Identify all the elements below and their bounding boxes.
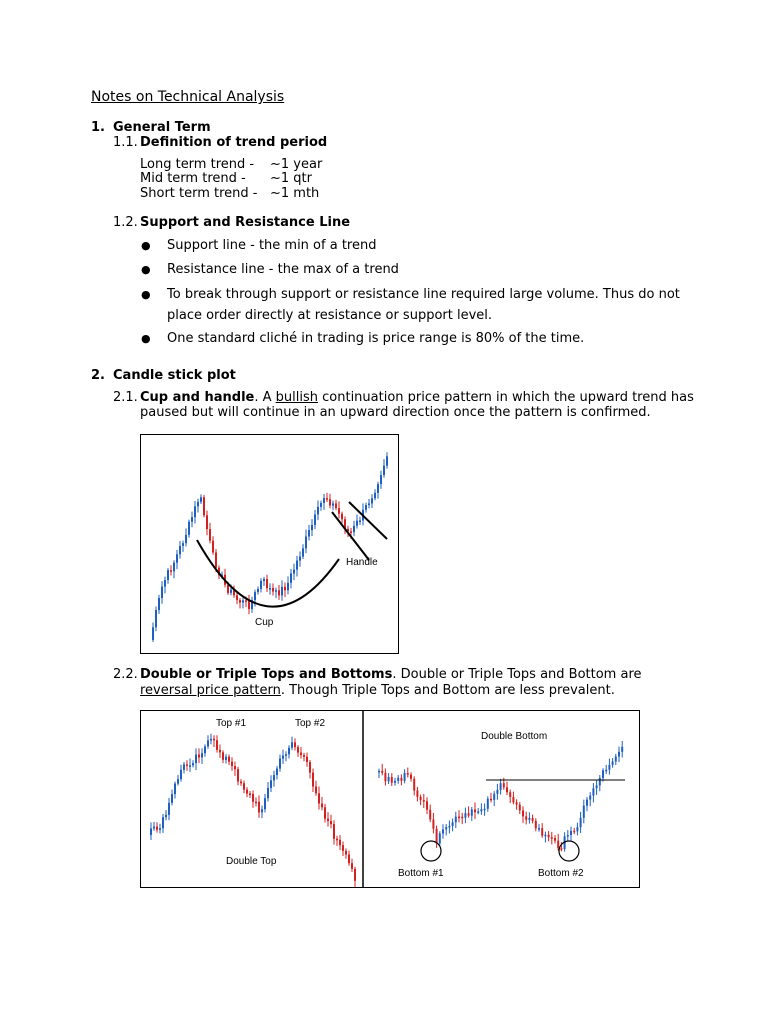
cup-candle bbox=[215, 552, 217, 567]
double-bottom-candle bbox=[384, 773, 386, 781]
cup-candle bbox=[353, 526, 355, 532]
handle-label: Handle bbox=[346, 557, 378, 568]
cup-candle bbox=[203, 497, 205, 515]
double-top-candle bbox=[306, 757, 308, 762]
cup-candle bbox=[341, 514, 343, 520]
double-top-label: Double Top bbox=[226, 856, 277, 867]
double-bottom-candle bbox=[528, 818, 530, 820]
double-top-candle bbox=[189, 765, 191, 767]
cup-candle bbox=[368, 503, 370, 505]
double-bottom-candle bbox=[589, 796, 591, 800]
double-bottom-candle bbox=[583, 806, 585, 818]
cup-candle bbox=[293, 570, 295, 574]
cup-candle bbox=[176, 554, 178, 562]
tops-bottoms-desc: . Double or Triple Tops and Bottom are bbox=[392, 667, 642, 682]
section-1-heading: General Term bbox=[113, 120, 211, 135]
cup-candle bbox=[170, 570, 172, 572]
cup-candle bbox=[254, 592, 256, 600]
cup-candle bbox=[155, 610, 157, 627]
double-bottom-candle bbox=[404, 773, 406, 781]
double-bottom-candle bbox=[480, 809, 482, 811]
double-top-candle bbox=[249, 794, 251, 796]
double-top-candle bbox=[177, 779, 179, 783]
bottom2-label: Bottom #2 bbox=[538, 868, 584, 879]
cup-candle bbox=[317, 507, 319, 515]
cup-and-handle-chart bbox=[141, 435, 398, 653]
double-top-candle bbox=[258, 802, 260, 812]
double-top-candle bbox=[336, 839, 338, 841]
trend-value-short: ~1 mth bbox=[270, 186, 320, 201]
double-top-candle bbox=[351, 863, 353, 869]
double-bottom-candle bbox=[535, 821, 537, 829]
double-bottom-candle bbox=[468, 813, 470, 815]
double-bottom-candle bbox=[618, 752, 620, 757]
cup-candle bbox=[161, 587, 163, 598]
top1-label: Top #1 bbox=[216, 718, 247, 729]
double-top-candle bbox=[261, 809, 263, 812]
cup-candle bbox=[365, 505, 367, 510]
double-bottom-candle bbox=[496, 790, 498, 794]
double-bottom-candle bbox=[612, 761, 614, 764]
double-top-candle bbox=[237, 769, 239, 781]
cup-candle bbox=[227, 585, 229, 593]
cup-candle bbox=[191, 517, 193, 522]
cup-candle bbox=[269, 588, 271, 590]
double-top-candle bbox=[315, 787, 317, 794]
cup-candle bbox=[290, 574, 292, 583]
cup-candle bbox=[299, 557, 301, 561]
bullet-resistance-line: Resistance line - the max of a trend bbox=[167, 262, 399, 277]
cup-candle bbox=[236, 595, 238, 600]
cup-candle bbox=[194, 506, 196, 517]
double-bottom-candle bbox=[471, 809, 473, 815]
bullet-dot: ● bbox=[141, 263, 151, 276]
subsection-2-2-line1 bbox=[140, 667, 642, 683]
double-bottom-candle bbox=[560, 848, 562, 850]
double-top-candle bbox=[291, 742, 293, 747]
double-bottom-candle bbox=[429, 810, 431, 820]
double-top-candle bbox=[159, 828, 161, 830]
cup-candle bbox=[323, 498, 325, 503]
double-top-candle bbox=[183, 764, 185, 769]
cup-candle bbox=[167, 570, 169, 580]
cup-candle bbox=[311, 525, 313, 530]
bullet-dot: ● bbox=[141, 239, 151, 252]
cup-candle bbox=[296, 561, 298, 570]
handle-line-lower bbox=[349, 502, 387, 539]
double-top-candle bbox=[273, 775, 275, 780]
double-bottom-candle bbox=[464, 813, 466, 817]
double-bottom-candle bbox=[474, 809, 476, 812]
double-bottom-candle bbox=[512, 797, 514, 802]
subsection-2-2-number: 2.2. bbox=[113, 667, 138, 682]
cup-candle bbox=[332, 503, 334, 505]
double-bottom-candle bbox=[436, 829, 438, 844]
reversal-pattern-link[interactable]: reversal price pattern bbox=[140, 683, 281, 698]
double-top-candle bbox=[288, 748, 290, 754]
double-top-candle bbox=[297, 747, 299, 753]
cup-candle bbox=[230, 590, 232, 593]
section-2-heading: Candle stick plot bbox=[113, 368, 236, 383]
double-top-candle bbox=[318, 793, 320, 803]
cup-candle bbox=[305, 537, 307, 549]
subsection-2-1-number: 2.1. bbox=[113, 390, 138, 405]
double-bottom-candle bbox=[413, 779, 415, 791]
double-bottom-candle bbox=[397, 778, 399, 781]
cup-candle bbox=[173, 563, 175, 572]
subsection-1-1-heading: Definition of trend period bbox=[140, 135, 328, 150]
subsection-2-1-line1 bbox=[140, 390, 694, 406]
double-top-candle bbox=[264, 798, 266, 809]
double-top-candle bbox=[174, 784, 176, 795]
double-top-candle bbox=[222, 752, 224, 760]
double-bottom-candle bbox=[394, 781, 396, 783]
trend-label-long: Long term trend - bbox=[140, 157, 255, 172]
double-bottom-candle bbox=[416, 791, 418, 797]
cup-candle bbox=[275, 590, 277, 592]
trend-value-mid: ~1 qtr bbox=[270, 171, 312, 186]
double-top-candle bbox=[201, 753, 203, 757]
subsection-2-2-line2 bbox=[140, 683, 615, 699]
cup-and-handle-figure bbox=[140, 434, 399, 654]
double-bottom-candle bbox=[426, 801, 428, 809]
cup-candle bbox=[248, 601, 250, 610]
double-top-candle bbox=[156, 827, 158, 830]
double-bottom-candle bbox=[452, 822, 454, 826]
cup-candle bbox=[278, 590, 280, 595]
cup-candle bbox=[257, 589, 259, 592]
double-bottom-candle bbox=[423, 800, 425, 802]
double-bottom-candle bbox=[525, 816, 527, 819]
double-top-candle bbox=[234, 766, 236, 769]
cup-candle bbox=[359, 520, 361, 522]
cup-handle-sep: . A bbox=[254, 390, 276, 405]
double-top-candle bbox=[303, 755, 305, 757]
double-bottom-candle bbox=[503, 783, 505, 787]
double-top-candle bbox=[207, 740, 209, 746]
double-bottom-candle bbox=[448, 826, 450, 828]
bullet-volume-line2: place order directly at resistance or support level. bbox=[167, 308, 493, 323]
cup-candle bbox=[326, 498, 328, 500]
double-top-candle bbox=[324, 807, 326, 818]
double-bottom-candle bbox=[410, 775, 412, 779]
double-bottom-candle bbox=[576, 827, 578, 831]
double-bottom-candle bbox=[509, 792, 511, 797]
double-bottom-candle bbox=[573, 831, 575, 833]
double-bottom-candle bbox=[461, 817, 463, 819]
double-top-candle bbox=[165, 815, 167, 817]
double-bottom-candle bbox=[602, 770, 604, 778]
double-bottom-candle bbox=[605, 770, 607, 772]
double-top-candle bbox=[342, 845, 344, 851]
double-top-candle bbox=[279, 759, 281, 769]
cup-candle bbox=[371, 498, 373, 503]
cup-candle bbox=[314, 514, 316, 524]
bullet-price-range: One standard cliché in trading is price range is 80% of the time. bbox=[167, 331, 585, 346]
double-bottom-candle bbox=[445, 827, 447, 829]
section-2-number: 2. bbox=[91, 368, 105, 383]
double-top-candle bbox=[171, 794, 173, 803]
double-top-candle bbox=[162, 817, 164, 828]
double-top-candle bbox=[225, 757, 227, 760]
cup-candle bbox=[320, 503, 322, 507]
double-top-candle bbox=[294, 742, 296, 747]
cup-candle bbox=[287, 583, 289, 590]
cup-candle bbox=[242, 600, 244, 602]
cup-candle bbox=[197, 502, 199, 506]
double-bottom-candle bbox=[381, 771, 383, 773]
cup-candle bbox=[158, 598, 160, 610]
double-bottom-candle bbox=[442, 829, 444, 833]
double-bottom-candle bbox=[484, 809, 486, 811]
double-top-bottom-figure bbox=[140, 710, 640, 888]
double-top-candle bbox=[267, 788, 269, 798]
double-bottom-candle bbox=[490, 799, 492, 801]
double-bottom-candle bbox=[487, 799, 489, 809]
double-top-candle bbox=[270, 780, 272, 788]
double-bottom-candle bbox=[407, 773, 409, 775]
double-top-candle bbox=[300, 753, 302, 755]
double-top-candle bbox=[339, 840, 341, 845]
double-bottom-candle bbox=[554, 838, 556, 841]
double-top-candle bbox=[246, 790, 248, 794]
cup-candle bbox=[380, 475, 382, 484]
double-top-candle bbox=[276, 769, 278, 775]
double-top-candle bbox=[153, 827, 155, 829]
section-1-number: 1. bbox=[91, 120, 105, 135]
cup-candle bbox=[329, 499, 331, 505]
cup-curve bbox=[197, 540, 339, 607]
cup-candle bbox=[212, 541, 214, 553]
double-bottom-candle bbox=[551, 837, 553, 839]
trend-label-short: Short term trend - bbox=[140, 186, 258, 201]
cup-label: Cup bbox=[255, 617, 274, 628]
double-bottom-candle bbox=[599, 778, 601, 785]
cup-candle bbox=[185, 535, 187, 543]
double-bottom-candle bbox=[388, 777, 390, 781]
double-top-candle bbox=[345, 851, 347, 855]
double-top-candle bbox=[243, 783, 245, 789]
double-top-candle bbox=[219, 750, 221, 752]
cup-candle bbox=[338, 508, 340, 514]
double-bottom-candle bbox=[608, 765, 610, 770]
cup-candle bbox=[200, 497, 202, 502]
double-top-candle bbox=[255, 802, 257, 804]
double-top-candle bbox=[210, 739, 212, 741]
double-bottom-candle bbox=[592, 788, 594, 795]
double-bottom-candle bbox=[586, 800, 588, 806]
cup-candle bbox=[374, 493, 376, 498]
cup-candle bbox=[206, 515, 208, 529]
cup-candle bbox=[386, 456, 388, 465]
double-top-candle bbox=[216, 740, 218, 750]
double-bottom-candle bbox=[432, 819, 434, 828]
cup-candle bbox=[356, 521, 358, 526]
double-top-candle bbox=[282, 756, 284, 759]
double-bottom-candle bbox=[548, 835, 550, 838]
double-top-candle bbox=[333, 824, 335, 839]
cup-candle bbox=[260, 581, 262, 589]
double-bottom-candle bbox=[506, 787, 508, 792]
cup-candle bbox=[152, 627, 154, 640]
cup-candle bbox=[188, 522, 190, 535]
cup-candle bbox=[308, 530, 310, 536]
bottom1-label: Bottom #1 bbox=[398, 868, 444, 879]
double-bottom-candle bbox=[439, 834, 441, 844]
cup-handle-heading: Cup and handle bbox=[140, 390, 255, 405]
cup-candle bbox=[284, 587, 286, 590]
double-top-candle bbox=[168, 803, 170, 815]
double-top-candle bbox=[348, 855, 350, 864]
double-bottom-candle bbox=[458, 817, 460, 819]
double-bottom-candle bbox=[391, 777, 393, 783]
double-bottom-candle bbox=[580, 818, 582, 827]
bullet-dot: ● bbox=[141, 288, 151, 301]
cup-candle bbox=[383, 466, 385, 475]
double-top-candle bbox=[150, 828, 152, 834]
double-top-bottom-chart bbox=[141, 711, 639, 887]
cup-candle bbox=[281, 587, 283, 596]
tops-bottoms-desc2: . Though Triple Tops and Bottom are less prevalent. bbox=[280, 683, 615, 698]
top2-label: Top #2 bbox=[295, 718, 326, 729]
double-bottom-candle bbox=[615, 757, 617, 762]
double-top-candle bbox=[312, 773, 314, 787]
subsection-2-1-line2: paused but will continue in an upward direction once the pattern is confirmed. bbox=[140, 405, 651, 420]
double-top-candle bbox=[327, 819, 329, 821]
double-bottom-candle bbox=[541, 828, 543, 836]
page-title: Notes on Technical Analysis bbox=[91, 89, 285, 105]
double-top-candle bbox=[198, 755, 200, 758]
subsection-1-1-number: 1.1. bbox=[113, 135, 138, 150]
double-top-candle bbox=[204, 746, 206, 753]
bullet-volume-line1: To break through support or resistance line required large volume. Thus do not bbox=[167, 287, 680, 302]
cup-candle bbox=[209, 529, 211, 541]
double-top-candle bbox=[192, 763, 194, 765]
double-bottom-candle bbox=[544, 835, 546, 837]
double-bottom-candle bbox=[477, 811, 479, 813]
double-top-candle bbox=[240, 782, 242, 784]
double-top-candle bbox=[195, 755, 197, 763]
cup-candle bbox=[272, 588, 274, 592]
cup-candle bbox=[245, 600, 247, 602]
double-top-candle bbox=[330, 821, 332, 824]
double-top-candle bbox=[309, 762, 311, 773]
cup-candle bbox=[179, 546, 181, 554]
double-bottom-candle bbox=[516, 802, 518, 804]
double-top-candle bbox=[252, 794, 254, 802]
double-bottom-candle bbox=[378, 771, 380, 773]
double-top-candle bbox=[231, 762, 233, 766]
cup-candle bbox=[377, 484, 379, 493]
double-bottom-candle bbox=[557, 841, 559, 849]
double-bottom-candle bbox=[500, 783, 502, 790]
double-top-candle bbox=[321, 804, 323, 808]
double-top-candle bbox=[285, 754, 287, 756]
double-bottom-candle bbox=[621, 747, 623, 752]
double-bottom-candle bbox=[596, 785, 598, 788]
cup-candle bbox=[182, 543, 184, 546]
double-bottom-candle bbox=[493, 794, 495, 800]
double-bottom-candle bbox=[567, 835, 569, 837]
bottom1-circle bbox=[421, 841, 441, 861]
cup-candle bbox=[263, 579, 265, 581]
cup-candle bbox=[350, 531, 352, 533]
bottom2-circle bbox=[559, 841, 579, 861]
double-bottom-candle bbox=[522, 810, 524, 816]
double-top-candle bbox=[180, 770, 182, 779]
double-bottom-candle bbox=[519, 805, 521, 811]
double-top-candle bbox=[228, 757, 230, 762]
double-bottom-candle bbox=[420, 797, 422, 800]
cup-candle bbox=[164, 580, 166, 587]
double-bottom-candle bbox=[570, 831, 572, 835]
double-bottom-candle bbox=[538, 828, 540, 830]
double-top-candle bbox=[354, 869, 356, 881]
bullet-support-line: Support line - the min of a trend bbox=[167, 238, 377, 253]
cup-candle bbox=[239, 600, 241, 603]
cup-candle bbox=[266, 579, 268, 588]
bullet-dot: ● bbox=[141, 332, 151, 345]
trend-label-mid: Mid term trend - bbox=[140, 171, 246, 186]
double-bottom-label: Double Bottom bbox=[481, 731, 548, 742]
double-top-candle bbox=[186, 764, 188, 766]
subsection-1-2-heading: Support and Resistance Line bbox=[140, 215, 351, 230]
double-bottom-candle bbox=[400, 778, 402, 781]
tops-bottoms-heading: Double or Triple Tops and Bottoms bbox=[140, 667, 393, 682]
double-bottom-candle bbox=[455, 817, 457, 823]
cup-handle-desc: continuation price pattern in which the upward trend has bbox=[318, 390, 694, 405]
trend-value-long: ~1 year bbox=[270, 157, 323, 172]
double-bottom-candle bbox=[532, 818, 534, 821]
cup-candle bbox=[335, 503, 337, 508]
cup-candle bbox=[302, 548, 304, 556]
double-top-candle bbox=[213, 739, 215, 741]
subsection-1-2-number: 1.2. bbox=[113, 215, 138, 230]
bullish-link[interactable]: bullish bbox=[275, 390, 318, 405]
